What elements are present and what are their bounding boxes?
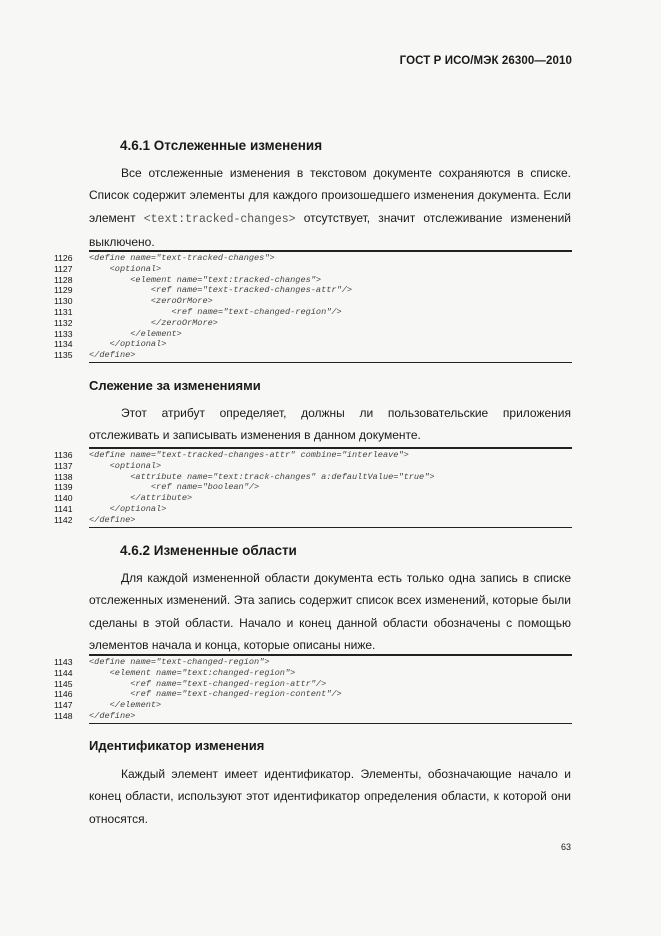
code-block-1 xyxy=(54,250,572,364)
line-number: 1127 xyxy=(54,263,73,274)
code-line xyxy=(54,471,435,483)
code-line xyxy=(54,317,218,329)
line-number: 1145 xyxy=(54,678,73,689)
code-text: </zeroOrMore> xyxy=(89,317,218,328)
line-number: 1137 xyxy=(54,460,73,471)
code-text: <define name="text-tracked-changes"> xyxy=(89,253,275,263)
code-text: </optional> xyxy=(89,504,167,514)
subsection-title-change-id: Идентификатор изменения xyxy=(89,738,265,753)
line-number: 1141 xyxy=(54,504,73,514)
code-line xyxy=(54,482,260,493)
line-number: 1132 xyxy=(54,317,73,328)
code-text: </optional> xyxy=(89,339,167,350)
code-text: <define name="text-tracked-changes-attr" combine="interleave"> xyxy=(89,450,409,460)
line-number: 1134 xyxy=(54,339,73,350)
code-line xyxy=(54,514,136,526)
paragraph-change-id: Каждый элемент имеет идентификатор. Элементы, обозначающие начало и конец области, используют этот идентификатор определения области, к которой они относятся. xyxy=(89,767,571,826)
code-line xyxy=(54,285,353,296)
paragraph-text-start: Все отслеженные изменения в текстовом документе сохраняются в списке. Список содержит элементы для каждого произошедшего изменения документа. Если элемент xyxy=(89,166,571,225)
code-block-3 xyxy=(54,654,572,726)
section-title-tracked-changes: 4.6.1 Отслеженные изменения xyxy=(120,138,323,153)
line-number: 1143 xyxy=(54,657,73,667)
code-text: <zeroOrMore> xyxy=(89,296,213,307)
code-line xyxy=(54,307,342,318)
code-line xyxy=(54,460,162,472)
code-line xyxy=(54,667,296,679)
inline-code-tracked-changes: <text:tracked-changes> xyxy=(143,212,296,226)
code-text: <ref name="text-changed-region"/> xyxy=(89,307,342,317)
code-line xyxy=(54,450,409,461)
paragraph-changed-regions: Для каждой измененной области документа есть только одна запись в списке отслеженных изменений. Эта запись содержит список всех изменений, которые были сделаны в этой области. Начало и конец данной области обозначены с помощью элементов начала и конца, которые описаны ниже. xyxy=(89,571,571,652)
line-number: 1133 xyxy=(54,328,73,339)
code-text: <element name="text:tracked-changes"> xyxy=(89,274,322,285)
code-block-2 xyxy=(54,447,572,529)
standard-header: ГОСТ Р ИСО/МЭК 26300—2010 xyxy=(399,55,572,67)
code-line xyxy=(54,504,167,515)
paragraph-tracking: Этот атрибут определяет, должны ли пользовательские приложения отслеживать и записывать изменения в данном документе. xyxy=(89,406,571,443)
code-line xyxy=(54,253,275,264)
code-line xyxy=(54,328,182,340)
paragraph-text-end: отсутствует, значит отслеживание изменений выключено. xyxy=(89,210,571,249)
line-number: 1146 xyxy=(54,689,73,700)
line-number: 1144 xyxy=(54,667,73,678)
line-number: 1138 xyxy=(54,471,73,482)
code-text: <optional> xyxy=(89,263,162,274)
code-text: <define name="text-changed-region"> xyxy=(89,657,270,667)
line-number: 1139 xyxy=(54,482,73,493)
code-rule-bottom xyxy=(89,723,572,724)
section-title-changed-regions: 4.6.2 Измененные области xyxy=(120,543,297,558)
line-number: 1128 xyxy=(54,274,73,285)
code-line xyxy=(54,339,167,350)
code-text: <ref name="text-tracked-changes-attr"/> xyxy=(89,285,353,296)
code-text: <optional> xyxy=(89,460,162,471)
code-text: </define> xyxy=(89,711,136,721)
code-text: </define> xyxy=(89,350,136,361)
code-rule-top xyxy=(89,447,572,449)
code-rule-bottom xyxy=(89,362,572,363)
line-number: 1129 xyxy=(54,285,73,296)
code-line xyxy=(54,263,162,275)
code-text: <ref name="boolean"/> xyxy=(89,482,260,493)
code-line xyxy=(54,711,136,722)
line-number: 1130 xyxy=(54,296,73,307)
line-number: 1131 xyxy=(54,307,73,317)
code-line xyxy=(54,689,342,700)
code-text: </element> xyxy=(89,328,182,339)
line-number: 1140 xyxy=(54,493,73,504)
code-text: <element name="text:changed-region"> xyxy=(89,667,296,678)
code-line xyxy=(54,296,213,307)
line-number: 1142 xyxy=(54,514,73,525)
code-line xyxy=(54,700,162,711)
code-text: <ref name="text-changed-region-attr"/> xyxy=(89,678,327,689)
code-rule-bottom xyxy=(89,527,572,528)
line-number: 1135 xyxy=(54,350,73,361)
code-text: <ref name="text-changed-region-content"/> xyxy=(89,689,342,700)
code-text: </element> xyxy=(89,700,162,711)
code-line xyxy=(54,274,322,286)
line-number: 1126 xyxy=(54,253,73,263)
code-text: <attribute name="text:track-changes" a:defaultValue="true"> xyxy=(89,471,435,482)
page-number: 63 xyxy=(561,842,572,852)
line-number: 1147 xyxy=(54,700,73,711)
code-rule-top xyxy=(89,654,572,656)
code-text: </attribute> xyxy=(89,493,193,504)
code-line xyxy=(54,350,136,361)
line-number: 1148 xyxy=(54,711,73,721)
code-text: </define> xyxy=(89,514,136,525)
line-number: 1136 xyxy=(54,450,73,460)
code-rule-top xyxy=(89,250,572,252)
code-line xyxy=(54,678,327,690)
code-line xyxy=(54,493,193,504)
code-line xyxy=(54,657,270,668)
subsection-title-tracking: Слежение за изменениями xyxy=(89,378,261,393)
paragraph-tracked-changes xyxy=(89,162,571,253)
